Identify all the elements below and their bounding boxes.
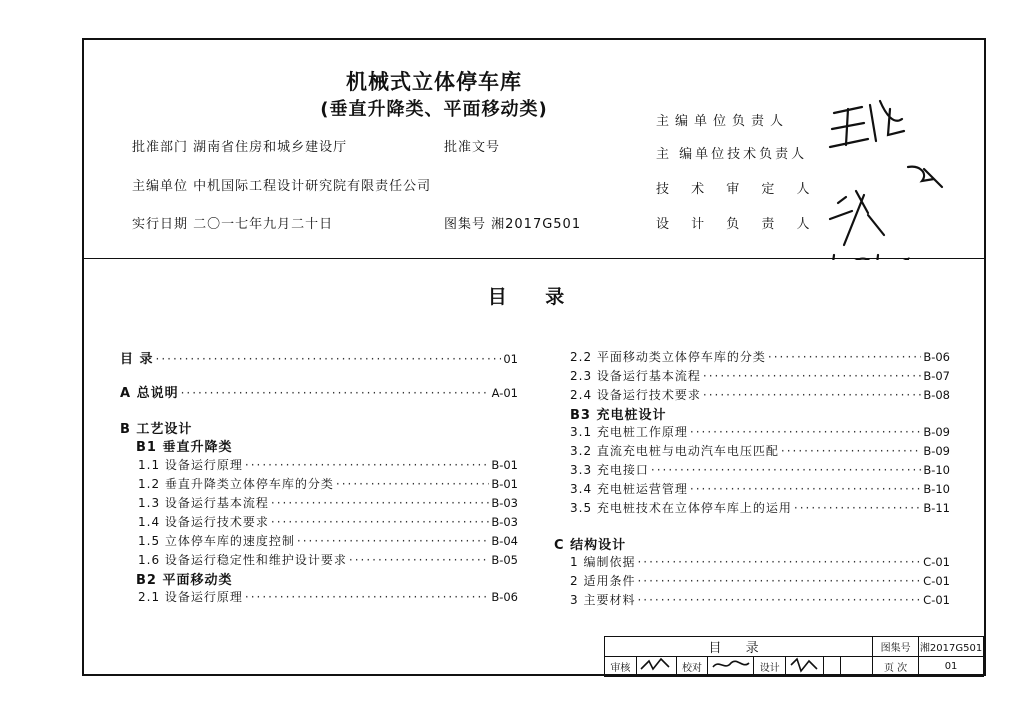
toc-entry-page: 01 [503, 352, 518, 366]
toc-entry-label: 2 适用条件 [570, 574, 636, 588]
leader-dots [690, 425, 921, 439]
toc-entry-page: B-07 [923, 369, 950, 383]
responsible-design: 设 计 负 责 人 [656, 217, 819, 232]
toc-entry[interactable] [570, 442, 950, 458]
toc-entry-page: B-08 [923, 388, 950, 402]
title-block-name: 目 录 [605, 637, 873, 657]
toc-entry-label: 3.2 直流充电桩与电动汽车电压匹配 [570, 444, 779, 458]
leader-dots [245, 590, 489, 604]
leader-dots [781, 444, 921, 458]
toc-entry-label: 2.1 设备运行原理 [138, 590, 243, 604]
toc-entry-label: 3.4 充电桩运营管理 [570, 482, 688, 496]
toc-entry-page: B-03 [491, 496, 518, 510]
review-label: 审核 [605, 657, 637, 677]
editor-unit: 主编单位 中机国际工程设计研究院有限责任公司 [132, 179, 432, 194]
toc-entry-label: 1.6 设备运行稳定性和维护设计要求 [138, 553, 347, 567]
toc-entry[interactable] [570, 499, 950, 515]
header-block [84, 40, 984, 259]
toc-entry-page: B-10 [923, 482, 950, 496]
toc-entry[interactable] [570, 461, 950, 477]
leader-dots [637, 555, 921, 569]
leader-dots [690, 482, 921, 496]
check-signature [708, 657, 754, 677]
review-signature [636, 657, 676, 677]
toc-entry-label: 3.1 充电桩工作原理 [570, 425, 688, 439]
toc-entry-page: B-09 [923, 425, 950, 439]
toc-entry[interactable] [570, 386, 950, 402]
toc-entry[interactable] [570, 480, 950, 496]
leader-dots [703, 388, 921, 402]
toc-entry[interactable] [138, 513, 518, 529]
toc-entry-page: C-01 [923, 593, 950, 607]
toc-entry[interactable] [138, 532, 518, 548]
drawing-frame [82, 38, 986, 676]
toc-entry[interactable] [138, 551, 518, 567]
signature-mark [789, 657, 821, 673]
main-title: 机械式立体停车库 [346, 70, 522, 94]
toc-entry-label: 1.1 设备运行原理 [138, 458, 243, 472]
page-value: 01 [919, 657, 984, 677]
toc-entry[interactable] [138, 456, 518, 472]
toc-entry[interactable] [120, 382, 518, 401]
title-block [604, 636, 984, 676]
toc-entry-page: B-09 [923, 444, 950, 458]
toc-section-heading[interactable]: B 工艺设计 [120, 422, 193, 437]
leader-dots [297, 534, 489, 548]
toc-subsection-heading[interactable]: B1 垂直升降类 [136, 440, 233, 455]
toc-entry-page: B-03 [491, 515, 518, 529]
leader-dots [349, 553, 489, 567]
toc-entry[interactable] [570, 591, 950, 607]
leader-dots [245, 458, 489, 472]
toc-entry[interactable] [120, 348, 518, 367]
leader-dots [768, 350, 921, 364]
leader-dots [271, 496, 489, 510]
leader-dots [336, 477, 489, 491]
toc-entry-label: 1.3 设备运行基本流程 [138, 496, 269, 510]
design-signature [786, 657, 824, 677]
leader-dots [271, 515, 489, 529]
toc-entry-page: B-01 [491, 477, 518, 491]
leader-dots [794, 501, 921, 515]
toc-entry-label: 1.4 设备运行技术要求 [138, 515, 269, 529]
toc-entry[interactable] [138, 494, 518, 510]
toc-entry-label: 1.5 立体停车库的速度控制 [138, 534, 295, 548]
toc-entry-label: 1.2 垂直升降类立体停车库的分类 [138, 477, 334, 491]
toc-entry-label: 3.3 充电接口 [570, 463, 649, 477]
page-label: 页 次 [873, 657, 919, 677]
toc-entry[interactable] [570, 553, 950, 569]
responsible-review: 技 术 审 定 人 [656, 182, 819, 197]
leader-dots [156, 352, 502, 366]
toc-entry-label: 2.3 设备运行基本流程 [570, 369, 701, 383]
leader-dots [637, 574, 921, 588]
title-block-table [604, 636, 984, 677]
toc-entry-label: A 总说明 [120, 386, 179, 401]
toc-entry-page: B-04 [491, 534, 518, 548]
toc-entry-page: B-01 [491, 458, 518, 472]
responsible-editor-unit: 主编单位负责人 [656, 114, 790, 129]
toc-entry-label: 2.2 平面移动类立体停车库的分类 [570, 350, 766, 364]
handwritten-signatures [824, 95, 974, 260]
toc-entry[interactable] [570, 572, 950, 588]
atlas-value: 湘2017G501 [919, 637, 984, 657]
impl-date: 实行日期 二〇一七年九月二十日 [132, 217, 334, 232]
toc-entry[interactable] [570, 348, 950, 364]
leader-dots [651, 463, 921, 477]
toc-entry-label: 3.5 充电桩技术在立体停车库上的运用 [570, 501, 792, 515]
toc-entry-page: B-11 [923, 501, 950, 515]
toc-subsection-heading[interactable]: B3 充电桩设计 [570, 408, 667, 423]
toc-entry-page: C-01 [923, 574, 950, 588]
toc-entry-page: B-06 [491, 590, 518, 604]
toc-entry[interactable] [138, 475, 518, 491]
responsible-tech: 主 编单位技术负责人 [656, 147, 808, 162]
toc-entry-label: 1 编制依据 [570, 555, 636, 569]
subtitle: (垂直升降类、平面移动类) [320, 99, 548, 120]
toc-entry[interactable] [570, 367, 950, 383]
design-label: 设计 [754, 657, 786, 677]
atlas-label: 图集号 [873, 637, 919, 657]
toc-title: 目 录 [487, 286, 581, 308]
toc-entry-page: A-01 [491, 386, 518, 400]
approval-doc: 批准文号 [444, 140, 501, 155]
toc-entry[interactable] [570, 423, 950, 439]
toc-entry-label: 目 录 [120, 352, 154, 367]
toc-section-heading[interactable]: C 结构设计 [554, 538, 627, 553]
toc-entry-label: 3 主要材料 [570, 593, 636, 607]
toc-entry-page: C-01 [923, 555, 950, 569]
leader-dots [181, 386, 490, 400]
toc-entry-label: 2.4 设备运行技术要求 [570, 388, 701, 402]
toc-entry[interactable] [138, 588, 518, 604]
approval-dept: 批准部门 湖南省住房和城乡建设厅 [132, 140, 348, 155]
signature-mark [639, 657, 673, 673]
check-label: 校对 [676, 657, 708, 677]
toc-subsection-heading[interactable]: B2 平面移动类 [136, 573, 233, 588]
signature-mark [711, 657, 751, 673]
leader-dots [703, 369, 921, 383]
toc-entry-page: B-05 [491, 553, 518, 567]
toc-entry-page: B-06 [923, 350, 950, 364]
toc-entry-page: B-10 [923, 463, 950, 477]
leader-dots [637, 593, 921, 607]
atlas-number: 图集号 湘2017G501 [444, 217, 582, 232]
